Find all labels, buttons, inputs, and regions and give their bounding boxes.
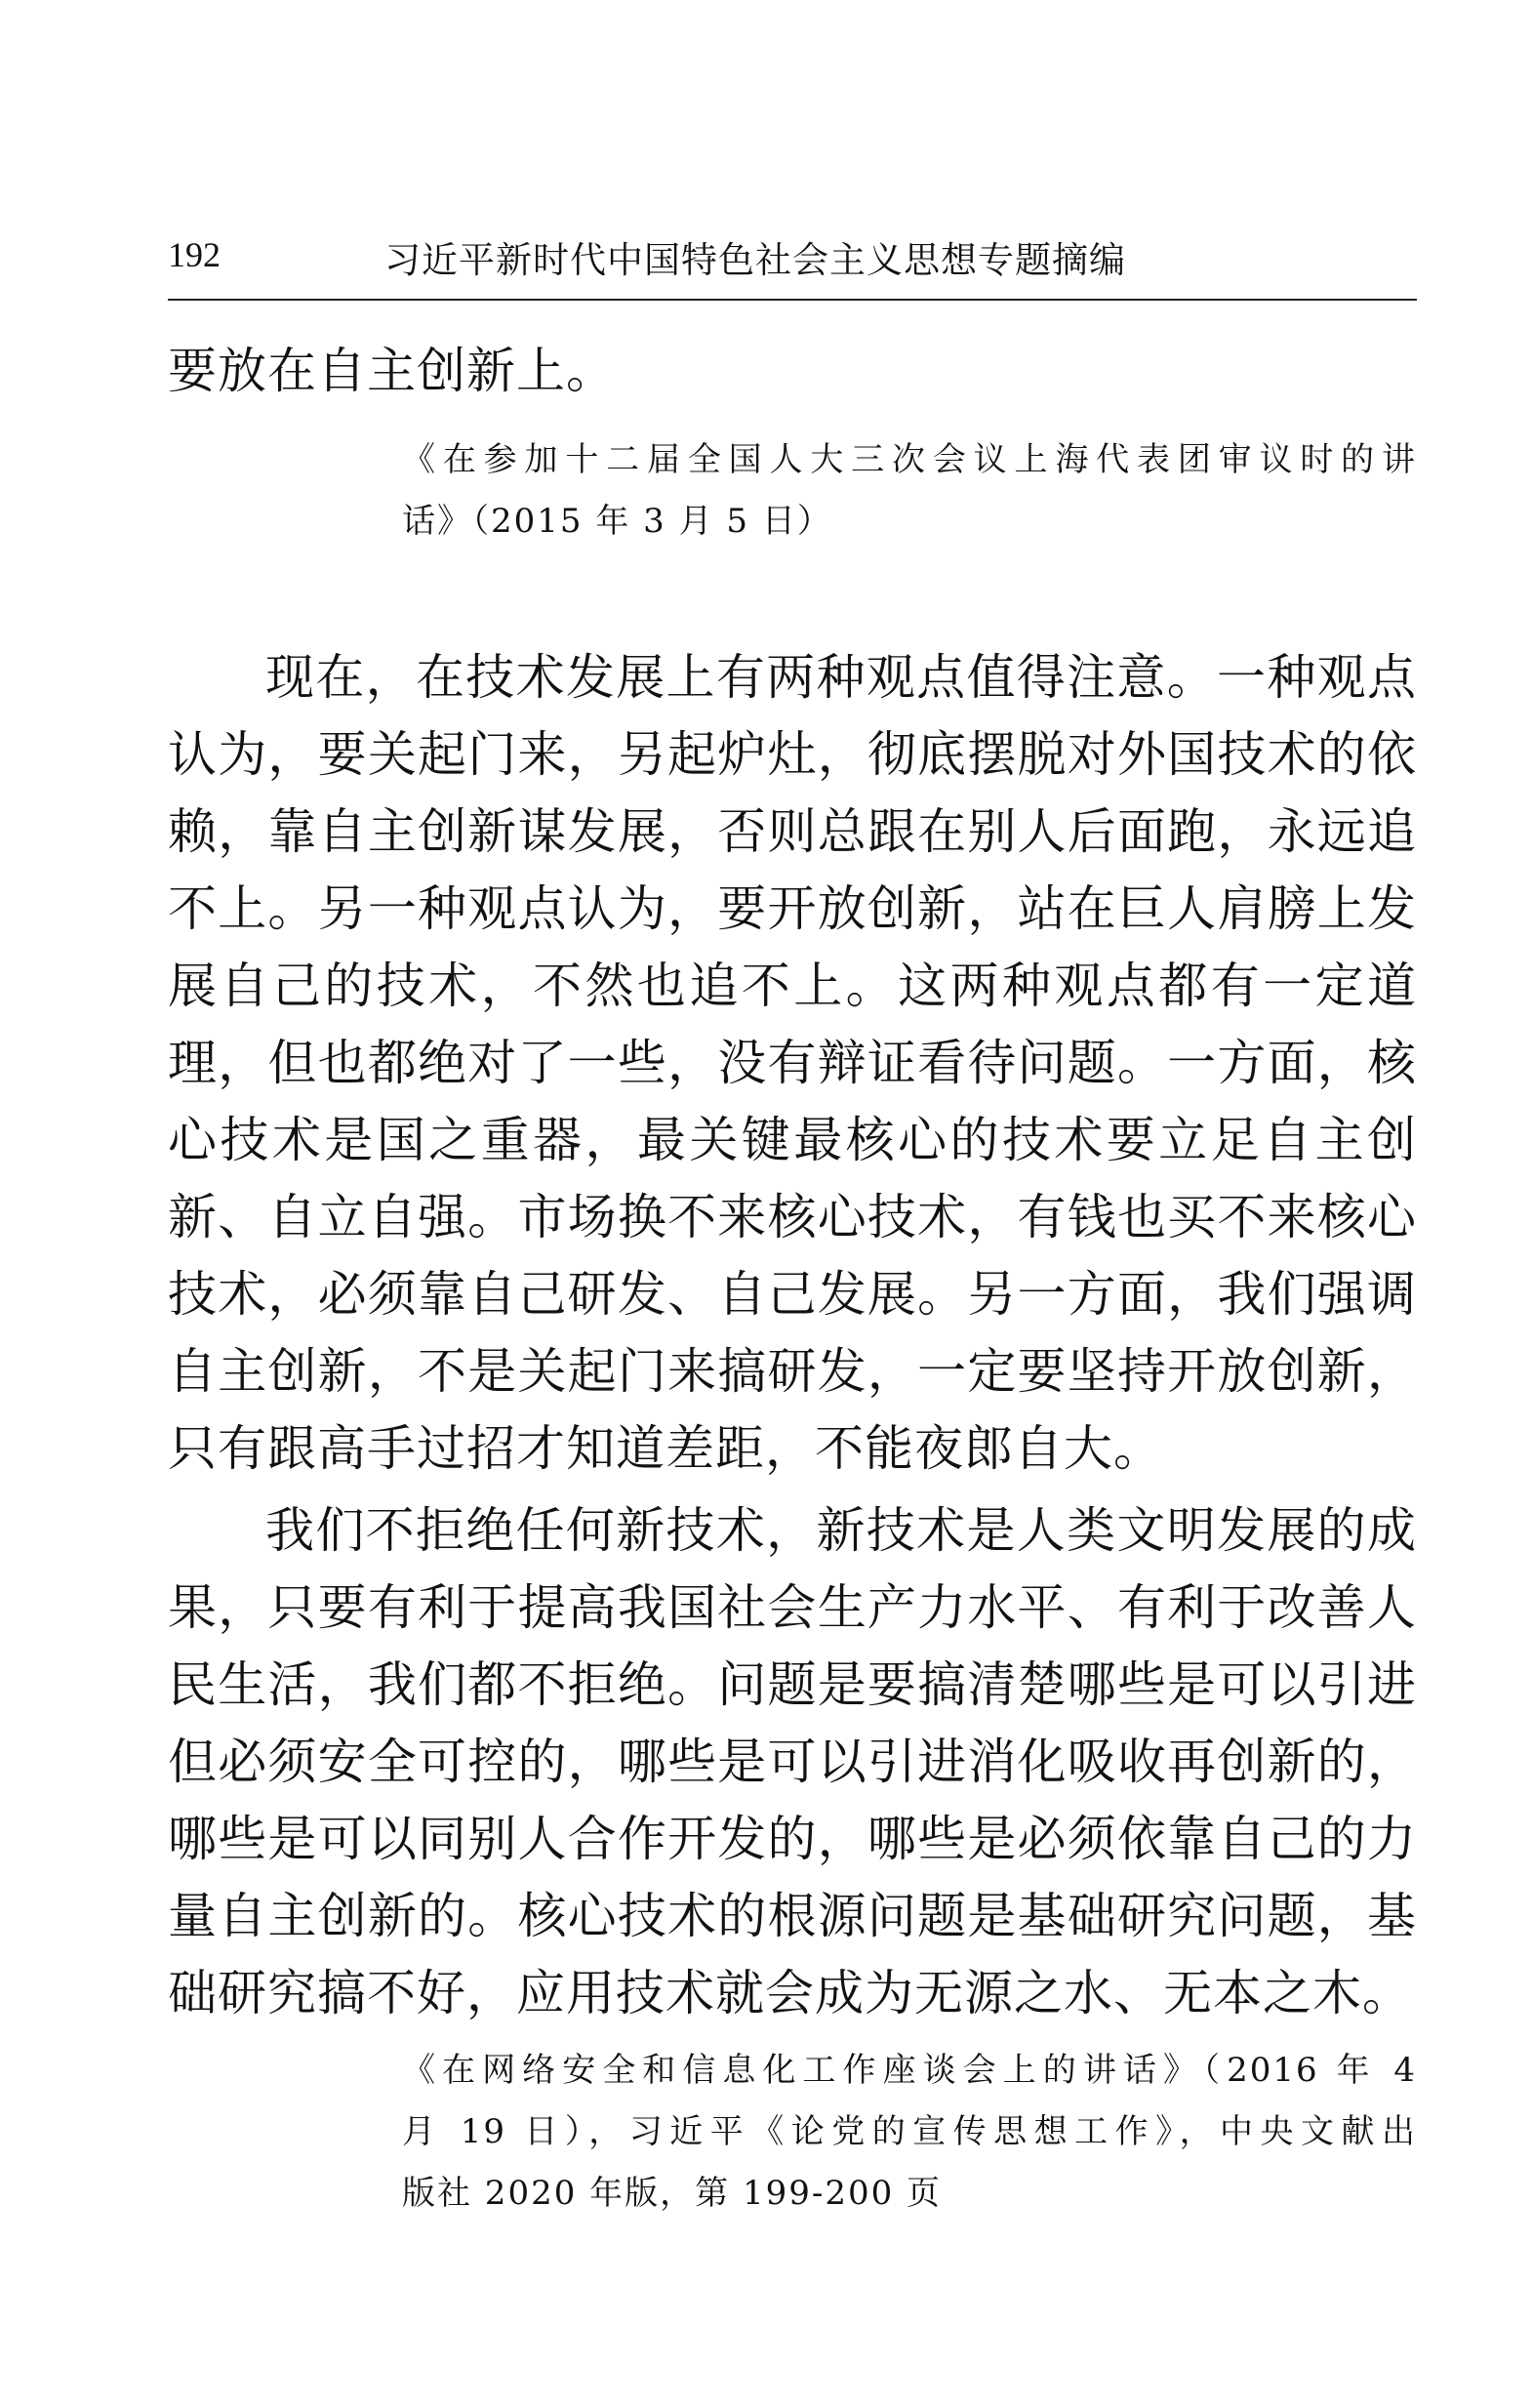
paragraph-1: [168, 639, 1417, 1488]
page-number: 192: [168, 235, 221, 274]
paragraph-line: 果，只要有利于提高我国社会生产力水平、有利于改善人: [168, 1579, 1417, 1636]
continuation-text: 要放在自主创新上。: [168, 343, 616, 399]
paragraph-line: 我们不拒绝任何新技术，新技术是人类文明发展的成: [265, 1502, 1417, 1559]
paragraph-line: 只有跟高手过招才知道差距，不能夜郎自大。: [168, 1420, 1163, 1477]
paragraph-line: 展自己的技术，不然也追不上。这两种观点都有一定道: [168, 958, 1417, 1014]
paragraph-line: 赖，靠自主创新谋发展，否则总跟在别人后面跑，永远追: [168, 803, 1417, 860]
citation-1: [402, 429, 1417, 552]
paragraph-line: 认为，要关起门来，另起炉灶，彻底摆脱对外国技术的依: [168, 726, 1417, 783]
running-title: 习近平新时代中国特色社会主义思想专题摘编: [384, 239, 1126, 281]
paragraph-line: 新、自立自强。市场换不来核心技术，有钱也买不来核心: [168, 1189, 1417, 1245]
citation-1-line: 话》（2015 年 3 月 5 日）: [402, 502, 832, 541]
paragraph-2: [168, 1492, 1417, 2032]
citation-2-line: 《在网络安全和信息化工作座谈会上的讲话》（2016 年 4: [402, 2051, 1417, 2090]
paragraph-line: 础研究搞不好，应用技术就会成为无源之水、无本之木。: [168, 1965, 1412, 2021]
running-header: [168, 221, 1417, 301]
citation-1-line: 《在参加十二届全国人大三次会议上海代表团审议时的讲: [402, 440, 1417, 479]
paragraph-line: 心技术是国之重器，最关键最核心的技术要立足自主创: [168, 1112, 1417, 1168]
paragraph-line: 不上。另一种观点认为，要开放创新，站在巨人肩膀上发: [168, 880, 1417, 937]
paragraph-line: 理，但也都绝对了一些，没有辩证看待问题。一方面，核: [168, 1035, 1417, 1091]
paragraph-line: 但必须安全可控的，哪些是可以引进消化吸收再创新的，: [168, 1734, 1417, 1790]
paragraph-line: 技术，必须靠自己研发、自己发展。另一方面，我们强调: [168, 1266, 1417, 1323]
paragraph-line: 量自主创新的。核心技术的根源问题是基础研究问题，基: [168, 1888, 1417, 1944]
citation-2-line: 月 19 日），习近平《论党的宣传思想工作》，中央文献出: [402, 2112, 1417, 2151]
paragraph-line: 哪些是可以同别人合作开发的，哪些是必须依靠自己的力: [168, 1811, 1417, 1867]
paragraph-line: 现在，在技术发展上有两种观点值得注意。一种观点: [265, 649, 1417, 706]
paragraph-line: 民生活，我们都不拒绝。问题是要搞清楚哪些是可以引进: [168, 1656, 1417, 1713]
citation-2-line: 版社 2020 年版，第 199-200 页: [402, 2174, 943, 2213]
citation-2: [402, 2040, 1417, 2224]
paragraph-line: 自主创新，不是关起门来搞研发，一定要坚持开放创新，: [168, 1343, 1417, 1400]
